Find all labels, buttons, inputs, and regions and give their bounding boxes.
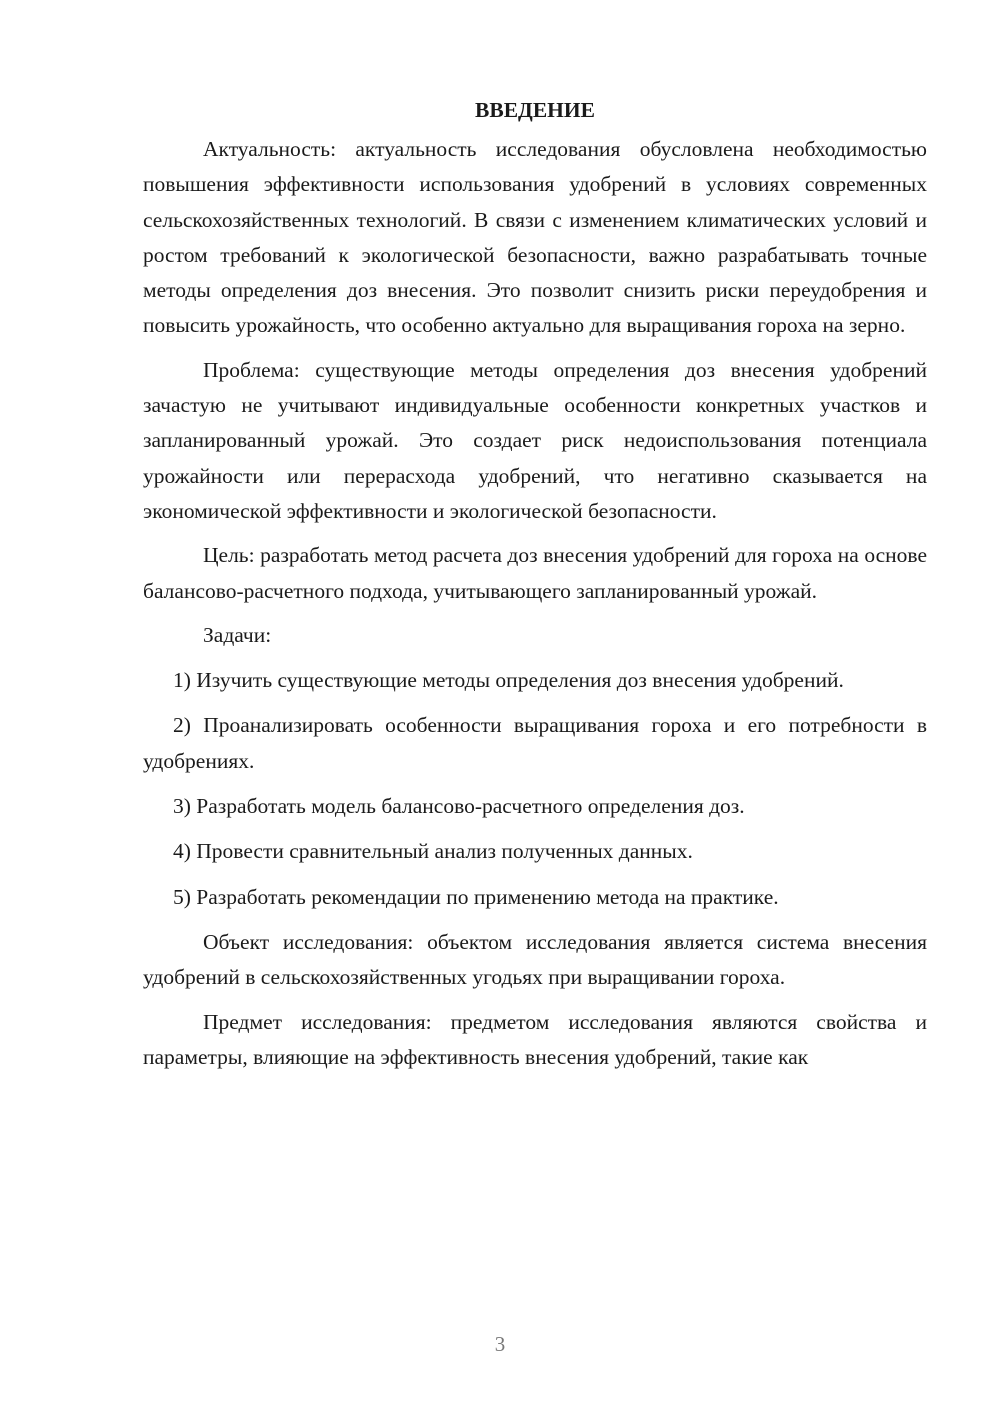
section-title: ВВЕДЕНИЕ — [475, 98, 595, 122]
tasks-list — [143, 663, 927, 915]
paragraph-relevance: Актуальность: актуальность исследования обусловлена необходимостью повышения эффективности использования удобрений в условиях современных сельскохозяйственных технологий. В связи с изменением климатических условий и ростом требований к экологической безопасности, важно разрабатывать точные методы определения доз внесения. Это позволит снизить риски переудобрения и повысить урожайность, что особенно актуально для выращивания гороха на зерно. — [143, 137, 927, 338]
task-item-2: 2) Проанализировать особенности выращивания гороха и его потребности в удобрениях. — [143, 713, 927, 773]
task-item-5: 5) Разработать рекомендации по применению метода на практике. — [173, 884, 779, 909]
paragraph-problem: Проблема: существующие методы определения доз внесения удобрений зачастую не учитывают индивидуальные особенности конкретных участков и запланированный урожай. Это создает риск недоиспользования потенциала урожайности или перерасхода удобрений, что негативно сказывается на экономической эффективности и экологической безопасности. — [143, 357, 927, 523]
paragraph-object: Объект исследования: объектом исследования является система внесения удобрений в сельскохозяйственных угодьях при выращивании гороха. — [143, 929, 927, 990]
task-item-3: 3) Разработать модель балансово-расчетного определения доз. — [173, 794, 745, 819]
task-item-1: 1) Изучить существующие методы определения доз внесения удобрений. — [173, 668, 844, 693]
paragraph-goal: Цель: разработать метод расчета доз внесения удобрений для гороха на основе балансово-расчетного подхода, учитывающего запланированный урожай. — [143, 543, 927, 603]
tasks-label: Задачи: — [203, 622, 272, 647]
task-item-4: 4) Провести сравнительный анализ полученных данных. — [173, 839, 693, 864]
paragraph-subject: Предмет исследования: предметом исследования являются свойства и параметры, влияющие на эффективность внесения удобрений, такие как — [143, 1009, 927, 1069]
document-page — [143, 93, 927, 1084]
page-number: 3 — [494, 1332, 506, 1356]
